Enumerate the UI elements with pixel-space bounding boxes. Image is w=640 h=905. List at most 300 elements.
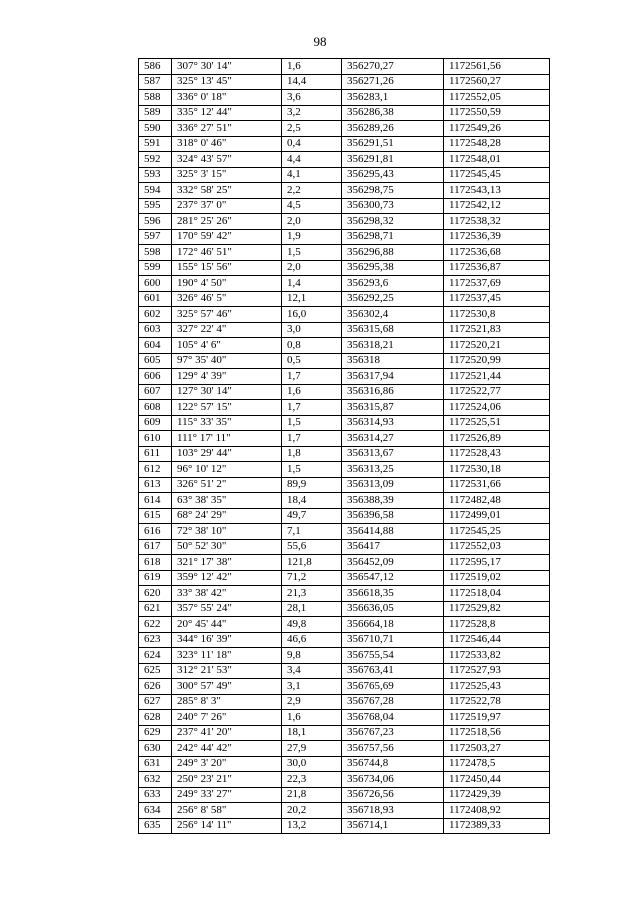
- y-coordinate-cell: 1172520,21: [444, 338, 550, 354]
- distance-cell: 55,6: [282, 539, 342, 555]
- x-coordinate-cell: 356714,1: [342, 818, 444, 834]
- y-coordinate-cell: 1172503,27: [444, 741, 550, 757]
- bearing-cell: 307° 30' 14": [172, 59, 282, 75]
- y-coordinate-cell: 1172521,83: [444, 322, 550, 338]
- point-number-cell: 595: [139, 198, 172, 214]
- distance-cell: 9,8: [282, 648, 342, 664]
- y-coordinate-cell: 1172528,8: [444, 617, 550, 633]
- y-coordinate-cell: 1172536,39: [444, 229, 550, 245]
- point-number-cell: 592: [139, 152, 172, 168]
- point-number-cell: 618: [139, 555, 172, 571]
- bearing-cell: 249° 3' 20": [172, 756, 282, 772]
- distance-cell: 2,0: [282, 214, 342, 230]
- y-coordinate-cell: 1172552,03: [444, 539, 550, 555]
- distance-cell: 1,4: [282, 276, 342, 292]
- x-coordinate-cell: 356757,56: [342, 741, 444, 757]
- bearing-cell: 256° 8' 58": [172, 803, 282, 819]
- point-number-cell: 611: [139, 446, 172, 462]
- point-number-cell: 600: [139, 276, 172, 292]
- y-coordinate-cell: 1172522,77: [444, 384, 550, 400]
- x-coordinate-cell: 356313,25: [342, 462, 444, 478]
- point-number-cell: 610: [139, 431, 172, 447]
- bearing-cell: 237° 37' 0": [172, 198, 282, 214]
- y-coordinate-cell: 1172389,33: [444, 818, 550, 834]
- table-row: [139, 415, 550, 431]
- distance-cell: 21,8: [282, 787, 342, 803]
- table-row: [139, 524, 550, 540]
- table-row: [139, 803, 550, 819]
- distance-cell: 14,4: [282, 74, 342, 90]
- x-coordinate-cell: 356316,86: [342, 384, 444, 400]
- bearing-cell: 242° 44' 42": [172, 741, 282, 757]
- x-coordinate-cell: 356636,05: [342, 601, 444, 617]
- x-coordinate-cell: 356718,93: [342, 803, 444, 819]
- point-number-cell: 594: [139, 183, 172, 199]
- table-row: [139, 555, 550, 571]
- table-row: [139, 353, 550, 369]
- distance-cell: 4,5: [282, 198, 342, 214]
- distance-cell: 49,7: [282, 508, 342, 524]
- x-coordinate-cell: 356710,71: [342, 632, 444, 648]
- distance-cell: 18,1: [282, 725, 342, 741]
- bearing-cell: 312° 21' 53": [172, 663, 282, 679]
- x-coordinate-cell: 356298,75: [342, 183, 444, 199]
- x-coordinate-cell: 356417: [342, 539, 444, 555]
- y-coordinate-cell: 1172522,78: [444, 694, 550, 710]
- table-row: [139, 462, 550, 478]
- point-number-cell: 634: [139, 803, 172, 819]
- distance-cell: 3,2: [282, 105, 342, 121]
- table-row: [139, 276, 550, 292]
- distance-cell: 13,2: [282, 818, 342, 834]
- y-coordinate-cell: 1172545,45: [444, 167, 550, 183]
- distance-cell: 12,1: [282, 291, 342, 307]
- x-coordinate-cell: 356291,51: [342, 136, 444, 152]
- x-coordinate-cell: 356414,88: [342, 524, 444, 540]
- bearing-cell: 335° 12' 44": [172, 105, 282, 121]
- x-coordinate-cell: 356295,43: [342, 167, 444, 183]
- x-coordinate-cell: 356271,26: [342, 74, 444, 90]
- y-coordinate-cell: 1172482,48: [444, 493, 550, 509]
- bearing-cell: 20° 45' 44": [172, 617, 282, 633]
- y-coordinate-cell: 1172536,87: [444, 260, 550, 276]
- y-coordinate-cell: 1172518,56: [444, 725, 550, 741]
- distance-cell: 3,6: [282, 90, 342, 106]
- table-row: [139, 508, 550, 524]
- point-number-cell: 623: [139, 632, 172, 648]
- point-number-cell: 599: [139, 260, 172, 276]
- bearing-cell: 336° 27' 51": [172, 121, 282, 137]
- point-number-cell: 632: [139, 772, 172, 788]
- bearing-cell: 240° 7' 26": [172, 710, 282, 726]
- y-coordinate-cell: 1172538,32: [444, 214, 550, 230]
- table-row: [139, 710, 550, 726]
- point-number-cell: 598: [139, 245, 172, 261]
- point-number-cell: 591: [139, 136, 172, 152]
- table-row: [139, 663, 550, 679]
- distance-cell: 0,8: [282, 338, 342, 354]
- bearing-cell: 127° 30' 14": [172, 384, 282, 400]
- x-coordinate-cell: 356726,56: [342, 787, 444, 803]
- x-coordinate-cell: 356664,18: [342, 617, 444, 633]
- y-coordinate-cell: 1172548,28: [444, 136, 550, 152]
- x-coordinate-cell: 356767,28: [342, 694, 444, 710]
- coordinates-table-body: [139, 59, 550, 834]
- bearing-cell: 103° 29' 44": [172, 446, 282, 462]
- table-row: [139, 322, 550, 338]
- point-number-cell: 624: [139, 648, 172, 664]
- y-coordinate-cell: 1172527,93: [444, 663, 550, 679]
- table-row: [139, 601, 550, 617]
- distance-cell: 16,0: [282, 307, 342, 323]
- bearing-cell: 237° 41' 20": [172, 725, 282, 741]
- table-row: [139, 539, 550, 555]
- bearing-cell: 122° 57' 15": [172, 400, 282, 416]
- x-coordinate-cell: 356315,87: [342, 400, 444, 416]
- point-number-cell: 630: [139, 741, 172, 757]
- table-row: [139, 679, 550, 695]
- bearing-cell: 256° 14' 11": [172, 818, 282, 834]
- table-row: [139, 431, 550, 447]
- x-coordinate-cell: 356300,73: [342, 198, 444, 214]
- y-coordinate-cell: 1172524,06: [444, 400, 550, 416]
- y-coordinate-cell: 1172552,05: [444, 90, 550, 106]
- point-number-cell: 635: [139, 818, 172, 834]
- point-number-cell: 613: [139, 477, 172, 493]
- distance-cell: 30,0: [282, 756, 342, 772]
- y-coordinate-cell: 1172519,02: [444, 570, 550, 586]
- x-coordinate-cell: 356734,06: [342, 772, 444, 788]
- y-coordinate-cell: 1172525,51: [444, 415, 550, 431]
- y-coordinate-cell: 1172548,01: [444, 152, 550, 168]
- table-row: [139, 772, 550, 788]
- bearing-cell: 325° 57' 46": [172, 307, 282, 323]
- distance-cell: 46,6: [282, 632, 342, 648]
- distance-cell: 2,2: [282, 183, 342, 199]
- y-coordinate-cell: 1172546,44: [444, 632, 550, 648]
- point-number-cell: 589: [139, 105, 172, 121]
- x-coordinate-cell: 356283,1: [342, 90, 444, 106]
- table-row: [139, 632, 550, 648]
- distance-cell: 18,4: [282, 493, 342, 509]
- table-row: [139, 136, 550, 152]
- y-coordinate-cell: 1172533,82: [444, 648, 550, 664]
- distance-cell: 4,4: [282, 152, 342, 168]
- table-row: [139, 59, 550, 75]
- bearing-cell: 105° 4' 6": [172, 338, 282, 354]
- table-row: [139, 384, 550, 400]
- table-row: [139, 725, 550, 741]
- x-coordinate-cell: 356763,41: [342, 663, 444, 679]
- coordinates-table: [138, 58, 550, 834]
- bearing-cell: 68° 24' 29": [172, 508, 282, 524]
- distance-cell: 2,0: [282, 260, 342, 276]
- y-coordinate-cell: 1172408,92: [444, 803, 550, 819]
- point-number-cell: 617: [139, 539, 172, 555]
- point-number-cell: 612: [139, 462, 172, 478]
- x-coordinate-cell: 356755,54: [342, 648, 444, 664]
- bearing-cell: 359° 12' 42": [172, 570, 282, 586]
- x-coordinate-cell: 356313,67: [342, 446, 444, 462]
- distance-cell: 27,9: [282, 741, 342, 757]
- point-number-cell: 616: [139, 524, 172, 540]
- bearing-cell: 323° 11' 18": [172, 648, 282, 664]
- point-number-cell: 625: [139, 663, 172, 679]
- bearing-cell: 318° 0' 46": [172, 136, 282, 152]
- distance-cell: 1,5: [282, 462, 342, 478]
- table-row: [139, 245, 550, 261]
- x-coordinate-cell: 356298,32: [342, 214, 444, 230]
- distance-cell: 4,1: [282, 167, 342, 183]
- x-coordinate-cell: 356547,12: [342, 570, 444, 586]
- point-number-cell: 603: [139, 322, 172, 338]
- distance-cell: 1,7: [282, 369, 342, 385]
- point-number-cell: 605: [139, 353, 172, 369]
- distance-cell: 1,7: [282, 400, 342, 416]
- bearing-cell: 96° 10' 12": [172, 462, 282, 478]
- y-coordinate-cell: 1172543,13: [444, 183, 550, 199]
- bearing-cell: 249° 33' 27": [172, 787, 282, 803]
- point-number-cell: 604: [139, 338, 172, 354]
- point-number-cell: 596: [139, 214, 172, 230]
- bearing-cell: 300° 57' 49": [172, 679, 282, 695]
- point-number-cell: 631: [139, 756, 172, 772]
- point-number-cell: 622: [139, 617, 172, 633]
- bearing-cell: 321° 17' 38": [172, 555, 282, 571]
- distance-cell: 49,8: [282, 617, 342, 633]
- point-number-cell: 633: [139, 787, 172, 803]
- table-row: [139, 121, 550, 137]
- point-number-cell: 629: [139, 725, 172, 741]
- table-row: [139, 477, 550, 493]
- x-coordinate-cell: 356452,09: [342, 555, 444, 571]
- y-coordinate-cell: 1172519,97: [444, 710, 550, 726]
- x-coordinate-cell: 356296,88: [342, 245, 444, 261]
- x-coordinate-cell: 356318: [342, 353, 444, 369]
- x-coordinate-cell: 356302,4: [342, 307, 444, 323]
- point-number-cell: 621: [139, 601, 172, 617]
- point-number-cell: 620: [139, 586, 172, 602]
- bearing-cell: 115° 33' 35": [172, 415, 282, 431]
- y-coordinate-cell: 1172537,45: [444, 291, 550, 307]
- distance-cell: 1,9: [282, 229, 342, 245]
- distance-cell: 0,5: [282, 353, 342, 369]
- table-row: [139, 74, 550, 90]
- table-row: [139, 291, 550, 307]
- bearing-cell: 325° 3' 15": [172, 167, 282, 183]
- bearing-cell: 357° 55' 24": [172, 601, 282, 617]
- point-number-cell: 614: [139, 493, 172, 509]
- y-coordinate-cell: 1172530,8: [444, 307, 550, 323]
- table-row: [139, 493, 550, 509]
- x-coordinate-cell: 356315,68: [342, 322, 444, 338]
- table-row: [139, 105, 550, 121]
- bearing-cell: 336° 0' 18": [172, 90, 282, 106]
- bearing-cell: 172° 46' 51": [172, 245, 282, 261]
- y-coordinate-cell: 1172545,25: [444, 524, 550, 540]
- distance-cell: 20,2: [282, 803, 342, 819]
- x-coordinate-cell: 356298,71: [342, 229, 444, 245]
- table-row: [139, 152, 550, 168]
- point-number-cell: 602: [139, 307, 172, 323]
- table-row: [139, 198, 550, 214]
- x-coordinate-cell: 356396,58: [342, 508, 444, 524]
- table-row: [139, 338, 550, 354]
- table-row: [139, 90, 550, 106]
- x-coordinate-cell: 356270,27: [342, 59, 444, 75]
- distance-cell: 22,3: [282, 772, 342, 788]
- x-coordinate-cell: 356292,25: [342, 291, 444, 307]
- point-number-cell: 586: [139, 59, 172, 75]
- x-coordinate-cell: 356317,94: [342, 369, 444, 385]
- distance-cell: 1,8: [282, 446, 342, 462]
- table-row: [139, 694, 550, 710]
- table-row: [139, 369, 550, 385]
- table-row: [139, 446, 550, 462]
- point-number-cell: 606: [139, 369, 172, 385]
- bearing-cell: 250° 23' 21": [172, 772, 282, 788]
- y-coordinate-cell: 1172429,39: [444, 787, 550, 803]
- bearing-cell: 170° 59' 42": [172, 229, 282, 245]
- x-coordinate-cell: 356286,38: [342, 105, 444, 121]
- bearing-cell: 344° 16' 39": [172, 632, 282, 648]
- y-coordinate-cell: 1172521,44: [444, 369, 550, 385]
- table-row: [139, 183, 550, 199]
- y-coordinate-cell: 1172526,89: [444, 431, 550, 447]
- point-number-cell: 626: [139, 679, 172, 695]
- point-number-cell: 590: [139, 121, 172, 137]
- table-row: [139, 400, 550, 416]
- x-coordinate-cell: 356293,6: [342, 276, 444, 292]
- bearing-cell: 325° 13' 45": [172, 74, 282, 90]
- x-coordinate-cell: 356767,23: [342, 725, 444, 741]
- x-coordinate-cell: 356318,21: [342, 338, 444, 354]
- x-coordinate-cell: 356388,39: [342, 493, 444, 509]
- point-number-cell: 597: [139, 229, 172, 245]
- y-coordinate-cell: 1172560,27: [444, 74, 550, 90]
- y-coordinate-cell: 1172518,04: [444, 586, 550, 602]
- bearing-cell: 326° 46' 5": [172, 291, 282, 307]
- distance-cell: 1,5: [282, 245, 342, 261]
- y-coordinate-cell: 1172542,12: [444, 198, 550, 214]
- point-number-cell: 627: [139, 694, 172, 710]
- distance-cell: 121,8: [282, 555, 342, 571]
- bearing-cell: 63° 38' 35": [172, 493, 282, 509]
- bearing-cell: 50° 52' 30": [172, 539, 282, 555]
- x-coordinate-cell: 356313,09: [342, 477, 444, 493]
- distance-cell: 71,2: [282, 570, 342, 586]
- y-coordinate-cell: 1172529,82: [444, 601, 550, 617]
- bearing-cell: 326° 51' 2": [172, 477, 282, 493]
- y-coordinate-cell: 1172525,43: [444, 679, 550, 695]
- table-row: [139, 167, 550, 183]
- x-coordinate-cell: 356744,8: [342, 756, 444, 772]
- y-coordinate-cell: 1172450,44: [444, 772, 550, 788]
- point-number-cell: 587: [139, 74, 172, 90]
- x-coordinate-cell: 356768,04: [342, 710, 444, 726]
- distance-cell: 1,6: [282, 710, 342, 726]
- point-number-cell: 608: [139, 400, 172, 416]
- distance-cell: 2,9: [282, 694, 342, 710]
- table-row: [139, 214, 550, 230]
- table-row: [139, 756, 550, 772]
- table-row: [139, 648, 550, 664]
- y-coordinate-cell: 1172478,5: [444, 756, 550, 772]
- y-coordinate-cell: 1172536,68: [444, 245, 550, 261]
- point-number-cell: 601: [139, 291, 172, 307]
- table-row: [139, 229, 550, 245]
- distance-cell: 1,6: [282, 384, 342, 400]
- table-row: [139, 570, 550, 586]
- point-number-cell: 619: [139, 570, 172, 586]
- distance-cell: 7,1: [282, 524, 342, 540]
- x-coordinate-cell: 356289,26: [342, 121, 444, 137]
- y-coordinate-cell: 1172595,17: [444, 555, 550, 571]
- bearing-cell: 190° 4' 50": [172, 276, 282, 292]
- x-coordinate-cell: 356291,81: [342, 152, 444, 168]
- distance-cell: 1,5: [282, 415, 342, 431]
- y-coordinate-cell: 1172528,43: [444, 446, 550, 462]
- distance-cell: 3,4: [282, 663, 342, 679]
- bearing-cell: 281° 25' 26": [172, 214, 282, 230]
- table-row: [139, 787, 550, 803]
- y-coordinate-cell: 1172549,26: [444, 121, 550, 137]
- distance-cell: 0,4: [282, 136, 342, 152]
- distance-cell: 1,6: [282, 59, 342, 75]
- table-row: [139, 617, 550, 633]
- distance-cell: 21,3: [282, 586, 342, 602]
- point-number-cell: 615: [139, 508, 172, 524]
- y-coordinate-cell: 1172561,56: [444, 59, 550, 75]
- point-number-cell: 609: [139, 415, 172, 431]
- table-row: [139, 307, 550, 323]
- y-coordinate-cell: 1172520,99: [444, 353, 550, 369]
- point-number-cell: 588: [139, 90, 172, 106]
- point-number-cell: 607: [139, 384, 172, 400]
- x-coordinate-cell: 356314,93: [342, 415, 444, 431]
- bearing-cell: 129° 4' 39": [172, 369, 282, 385]
- bearing-cell: 324° 43' 57": [172, 152, 282, 168]
- bearing-cell: 111° 17' 11": [172, 431, 282, 447]
- y-coordinate-cell: 1172499,01: [444, 508, 550, 524]
- bearing-cell: 327° 22' 4": [172, 322, 282, 338]
- distance-cell: 3,1: [282, 679, 342, 695]
- y-coordinate-cell: 1172550,59: [444, 105, 550, 121]
- bearing-cell: 97° 35' 40": [172, 353, 282, 369]
- y-coordinate-cell: 1172531,66: [444, 477, 550, 493]
- bearing-cell: 72° 38' 10": [172, 524, 282, 540]
- distance-cell: 89,9: [282, 477, 342, 493]
- y-coordinate-cell: 1172537,69: [444, 276, 550, 292]
- x-coordinate-cell: 356295,38: [342, 260, 444, 276]
- x-coordinate-cell: 356314,27: [342, 431, 444, 447]
- page-number: 98: [313, 34, 327, 49]
- table-row: [139, 586, 550, 602]
- point-number-cell: 628: [139, 710, 172, 726]
- distance-cell: 1,7: [282, 431, 342, 447]
- point-number-cell: 593: [139, 167, 172, 183]
- x-coordinate-cell: 356765,69: [342, 679, 444, 695]
- distance-cell: 2,5: [282, 121, 342, 137]
- x-coordinate-cell: 356618,35: [342, 586, 444, 602]
- bearing-cell: 33° 38' 42": [172, 586, 282, 602]
- table-row: [139, 818, 550, 834]
- distance-cell: 28,1: [282, 601, 342, 617]
- bearing-cell: 332° 58' 25": [172, 183, 282, 199]
- y-coordinate-cell: 1172530,18: [444, 462, 550, 478]
- bearing-cell: 285° 8' 3": [172, 694, 282, 710]
- table-row: [139, 260, 550, 276]
